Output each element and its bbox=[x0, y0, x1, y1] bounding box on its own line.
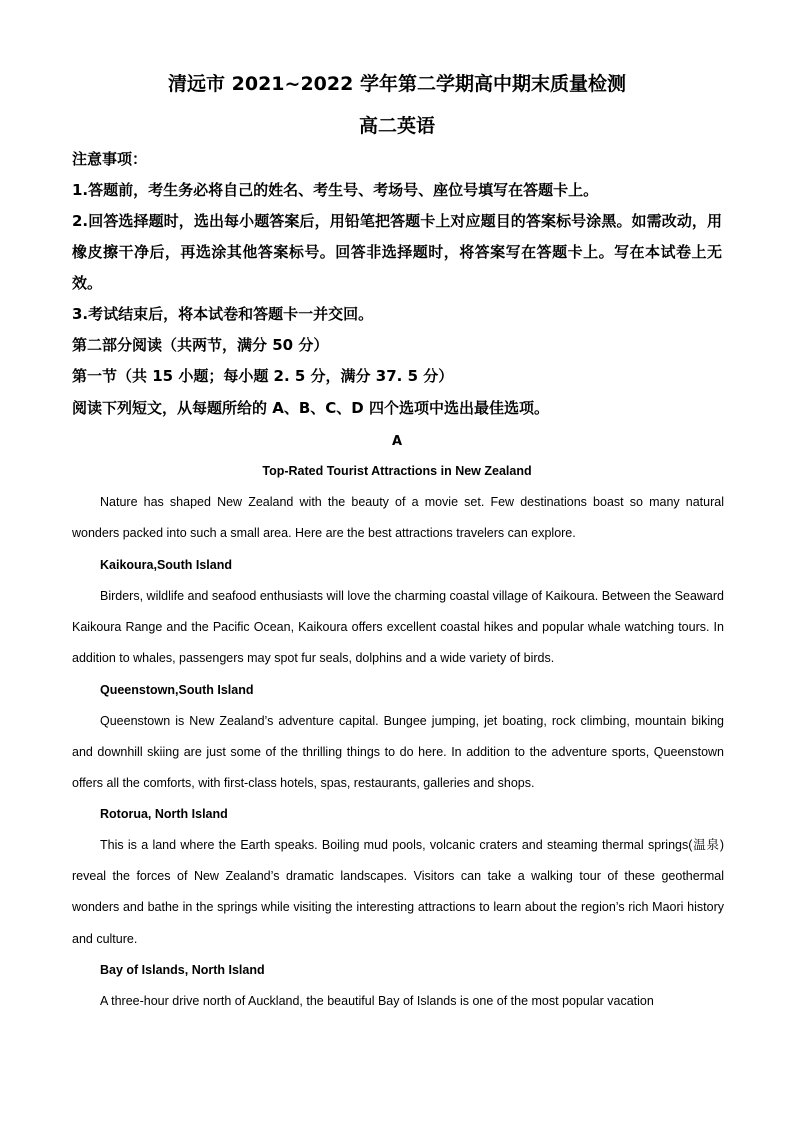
bay-paragraph: A three-hour drive north of Auckland, the beautiful Bay of Islands is one of the most popular vacation bbox=[100, 994, 654, 1008]
rotorua-heading: Rotorua, North Island bbox=[100, 807, 228, 821]
kaikoura-heading: Kaikoura,South Island bbox=[100, 558, 232, 572]
part-heading: 第二部分阅读（共两节，满分 50 分） bbox=[72, 336, 329, 354]
reading-instruction: 阅读下列短文，从每题所给的 A、B、C、D 四个选项中选出最佳选项。 bbox=[72, 399, 549, 417]
exam-title: 清远市 2021~2022 学年第二学期高中期末质量检测 bbox=[168, 73, 626, 95]
rotorua-paragraph: This is a land where the Earth speaks. Boiling mud pools, volcanic craters and steaming thermal springs(温泉) reveal the forces of New Zealand’s dramatic landscapes. Visitors can take a walking tour of these geothermal wonders and bathe in the springs while visiting the interesting attractions to learn about the region’s rich Maori history and culture. bbox=[72, 838, 724, 946]
exam-subject: 高二英语 bbox=[358, 115, 435, 137]
kaikoura-paragraph: Birders, wildlife and seafood enthusiasts will love the charming coastal village of Kaikoura. Between the Seaward Kaikoura Range and the Pacific Ocean, Kaikoura offers excellent coastal hikes and popular whale watching tours. In addition to whales, passengers may spot fur seals, dolphins and a wide variety of birds. bbox=[72, 589, 724, 666]
queenstown-paragraph: Queenstown is New Zealand’s adventure capital. Bungee jumping, jet boating, rock climbing, mountain biking and downhill skiing are just some of the thrilling things to do here. In addition to the adventure sports, Queenstown offers all the comforts, with first-class hotels, spas, restaurants, galleries and shops. bbox=[72, 714, 724, 791]
passage-intro: Nature has shaped New Zealand with the beauty of a movie set. Few destinations boast so many natural wonders packed into such a small area. Here are the best attractions travelers can explore. bbox=[72, 495, 724, 541]
passage-title: Top-Rated Tourist Attractions in New Zealand bbox=[262, 464, 532, 478]
notes-heading: 注意事项： bbox=[72, 150, 148, 168]
bay-heading: Bay of Islands, North Island bbox=[100, 963, 265, 977]
passage-letter: A bbox=[391, 434, 403, 449]
queenstown-heading: Queenstown,South Island bbox=[100, 683, 254, 697]
section-heading: 第一节（共 15 小题；每小题 2. 5 分，满分 37. 5 分） bbox=[72, 367, 454, 385]
note-item-1: 1.答题前，考生务必将自己的姓名、考生号、考场号、座位号填写在答题卡上。 bbox=[72, 181, 599, 199]
note-item-3: 3.考试结束后，将本试卷和答题卡一并交回。 bbox=[72, 305, 374, 323]
note-item-2: 2.回答选择题时，选出每小题答案后，用铅笔把答题卡上对应题目的答案标号涂黑。如需改动，用橡皮擦干净后，再选涂其他答案标号。回答非选择题时，将答案写在答题卡上。写在本试卷上无效。 bbox=[72, 212, 722, 292]
